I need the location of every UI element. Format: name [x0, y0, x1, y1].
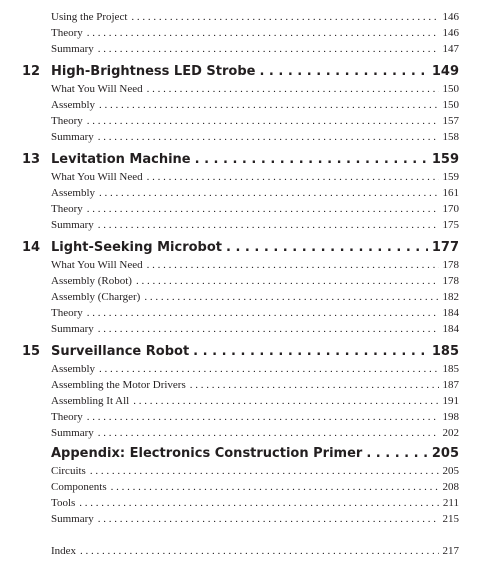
dot-leader: [226, 240, 428, 256]
toc-entry: [51, 10, 459, 24]
toc-entry-page: 182: [442, 291, 459, 303]
chapter-page: 149: [431, 64, 459, 79]
toc-entry-title: Theory: [51, 307, 83, 319]
index-title: Index: [51, 545, 77, 557]
chapter-number: 15: [22, 344, 41, 359]
dot-leader: [195, 152, 428, 168]
toc-entry-title: Assembly (Robot): [51, 275, 132, 287]
dot-leader: [79, 496, 439, 510]
toc-entry: [51, 426, 459, 440]
toc-entry-title: Summary: [51, 131, 94, 143]
toc-entry-page: 161: [442, 187, 459, 199]
toc-entry-title: Theory: [51, 411, 83, 423]
chapter-heading: [22, 152, 459, 168]
toc-entry-page: 170: [442, 203, 459, 215]
toc-entry-title: Assembly: [51, 363, 95, 375]
dot-leader: [193, 344, 428, 360]
dot-leader: [98, 512, 439, 526]
appendix-page: 205: [431, 446, 459, 461]
toc-entry-title: Assembling the Motor Drivers: [51, 379, 186, 391]
toc-entry: [51, 362, 459, 376]
toc-entry-title: Theory: [51, 115, 83, 127]
toc-entry: [51, 202, 459, 216]
chapter-title: High-Brightness LED Strobe: [51, 64, 256, 79]
dot-leader: [87, 26, 439, 40]
toc-entry-title: Using the Project: [51, 11, 128, 23]
toc-entry-page: 150: [442, 99, 459, 111]
toc-entry-page: 198: [442, 411, 459, 423]
dot-leader: [144, 290, 438, 304]
chapter-title: Light-Seeking Microbot: [51, 240, 222, 255]
toc-entry-page: 191: [442, 395, 459, 407]
toc-entry-title: Theory: [51, 203, 83, 215]
chapter-number: 13: [22, 152, 41, 167]
toc-entry-title: Summary: [51, 427, 94, 439]
toc-entry-page: 202: [442, 427, 459, 439]
toc-entry: [51, 394, 459, 408]
toc-entry-page: 158: [442, 131, 459, 143]
dot-leader: [98, 42, 439, 56]
toc-entry: [51, 274, 459, 288]
dot-leader: [366, 446, 428, 462]
toc-entry: [51, 130, 459, 144]
dot-leader: [99, 98, 439, 112]
toc-entry: [51, 378, 459, 392]
toc-entry-page: 175: [442, 219, 459, 231]
dot-leader: [87, 306, 439, 320]
toc-entry: [51, 26, 459, 40]
toc-entry: [51, 290, 459, 304]
dot-leader: [87, 410, 439, 424]
dot-leader: [80, 544, 438, 558]
dot-leader: [90, 464, 439, 478]
toc-entry-page: 185: [442, 363, 459, 375]
toc-entry: [51, 186, 459, 200]
toc-entry: [51, 306, 459, 320]
toc-entry-page: 187: [442, 379, 459, 391]
toc-entry: [51, 480, 459, 494]
appendix-heading: [51, 446, 459, 462]
toc-entry-title: What You Will Need: [51, 83, 143, 95]
dot-leader: [133, 394, 438, 408]
dot-leader: [99, 186, 439, 200]
toc-entry-page: 159: [442, 171, 459, 183]
toc-entry-page: 184: [442, 323, 459, 335]
toc-entry-page: 150: [442, 83, 459, 95]
toc-entry-page: 208: [442, 481, 459, 493]
index-page: 217: [442, 545, 459, 557]
dot-leader: [147, 82, 439, 96]
toc-entry-title: Summary: [51, 219, 94, 231]
dot-leader: [98, 322, 439, 336]
toc-entry-page: 215: [442, 513, 459, 525]
dot-leader: [136, 274, 439, 288]
appendix-title: Appendix: Electronics Construction Primer: [51, 446, 363, 461]
toc-entry-page: 157: [442, 115, 459, 127]
dot-leader: [190, 378, 439, 392]
chapter-heading: [22, 344, 459, 360]
toc-entry: [51, 322, 459, 336]
dot-leader: [87, 114, 439, 128]
toc-entry-title: Summary: [51, 323, 94, 335]
toc-entry: [51, 114, 459, 128]
dot-leader: [87, 202, 439, 216]
toc-entry-page: 211: [442, 497, 459, 509]
chapter-number: 12: [22, 64, 41, 79]
toc-entry-title: Summary: [51, 43, 94, 55]
toc-entry-title: What You Will Need: [51, 171, 143, 183]
toc-entry: [51, 258, 459, 272]
toc-entry-page: 146: [442, 27, 459, 39]
toc-entry-title: Theory: [51, 27, 83, 39]
chapter-heading: [22, 240, 459, 256]
toc-entry-page: 147: [442, 43, 459, 55]
toc-entry: [51, 512, 459, 526]
toc-entry: [51, 42, 459, 56]
dot-leader: [99, 362, 439, 376]
chapter-heading: [22, 64, 459, 80]
dot-leader: [259, 64, 427, 80]
toc-entry-title: What You Will Need: [51, 259, 143, 271]
chapter-page: 185: [431, 344, 459, 359]
toc-entry-page: 184: [442, 307, 459, 319]
dot-leader: [111, 480, 439, 494]
chapter-page: 159: [431, 152, 459, 167]
toc-entry: [51, 464, 459, 478]
toc-entry-title: Summary: [51, 513, 94, 525]
toc-entry-page: 205: [442, 465, 459, 477]
dot-leader: [131, 10, 438, 24]
index-entry: [51, 544, 459, 558]
toc-entry-title: Assembly: [51, 99, 95, 111]
toc-entry-title: Assembling It All: [51, 395, 130, 407]
toc-entry-title: Components: [51, 481, 107, 493]
toc-entry-page: 178: [442, 259, 459, 271]
chapter-title: Levitation Machine: [51, 152, 191, 167]
toc-entry: [51, 82, 459, 96]
toc-entry-title: Tools: [51, 497, 76, 509]
toc-entry-title: Assembly (Charger): [51, 291, 141, 303]
toc-entry: [51, 410, 459, 424]
chapter-title: Surveillance Robot: [51, 344, 190, 359]
toc-entry: [51, 98, 459, 112]
chapter-page: 177: [431, 240, 459, 255]
dot-leader: [147, 258, 439, 272]
dot-leader: [98, 130, 439, 144]
toc-entry-page: 178: [442, 275, 459, 287]
toc-entry: [51, 170, 459, 184]
chapter-number: 14: [22, 240, 41, 255]
dot-leader: [147, 170, 439, 184]
dot-leader: [98, 218, 439, 232]
dot-leader: [98, 426, 439, 440]
toc-entry-page: 146: [442, 11, 459, 23]
toc-entry-title: Assembly: [51, 187, 95, 199]
toc-entry: [51, 218, 459, 232]
toc-entry: [51, 496, 459, 510]
toc-entry-title: Circuits: [51, 465, 86, 477]
